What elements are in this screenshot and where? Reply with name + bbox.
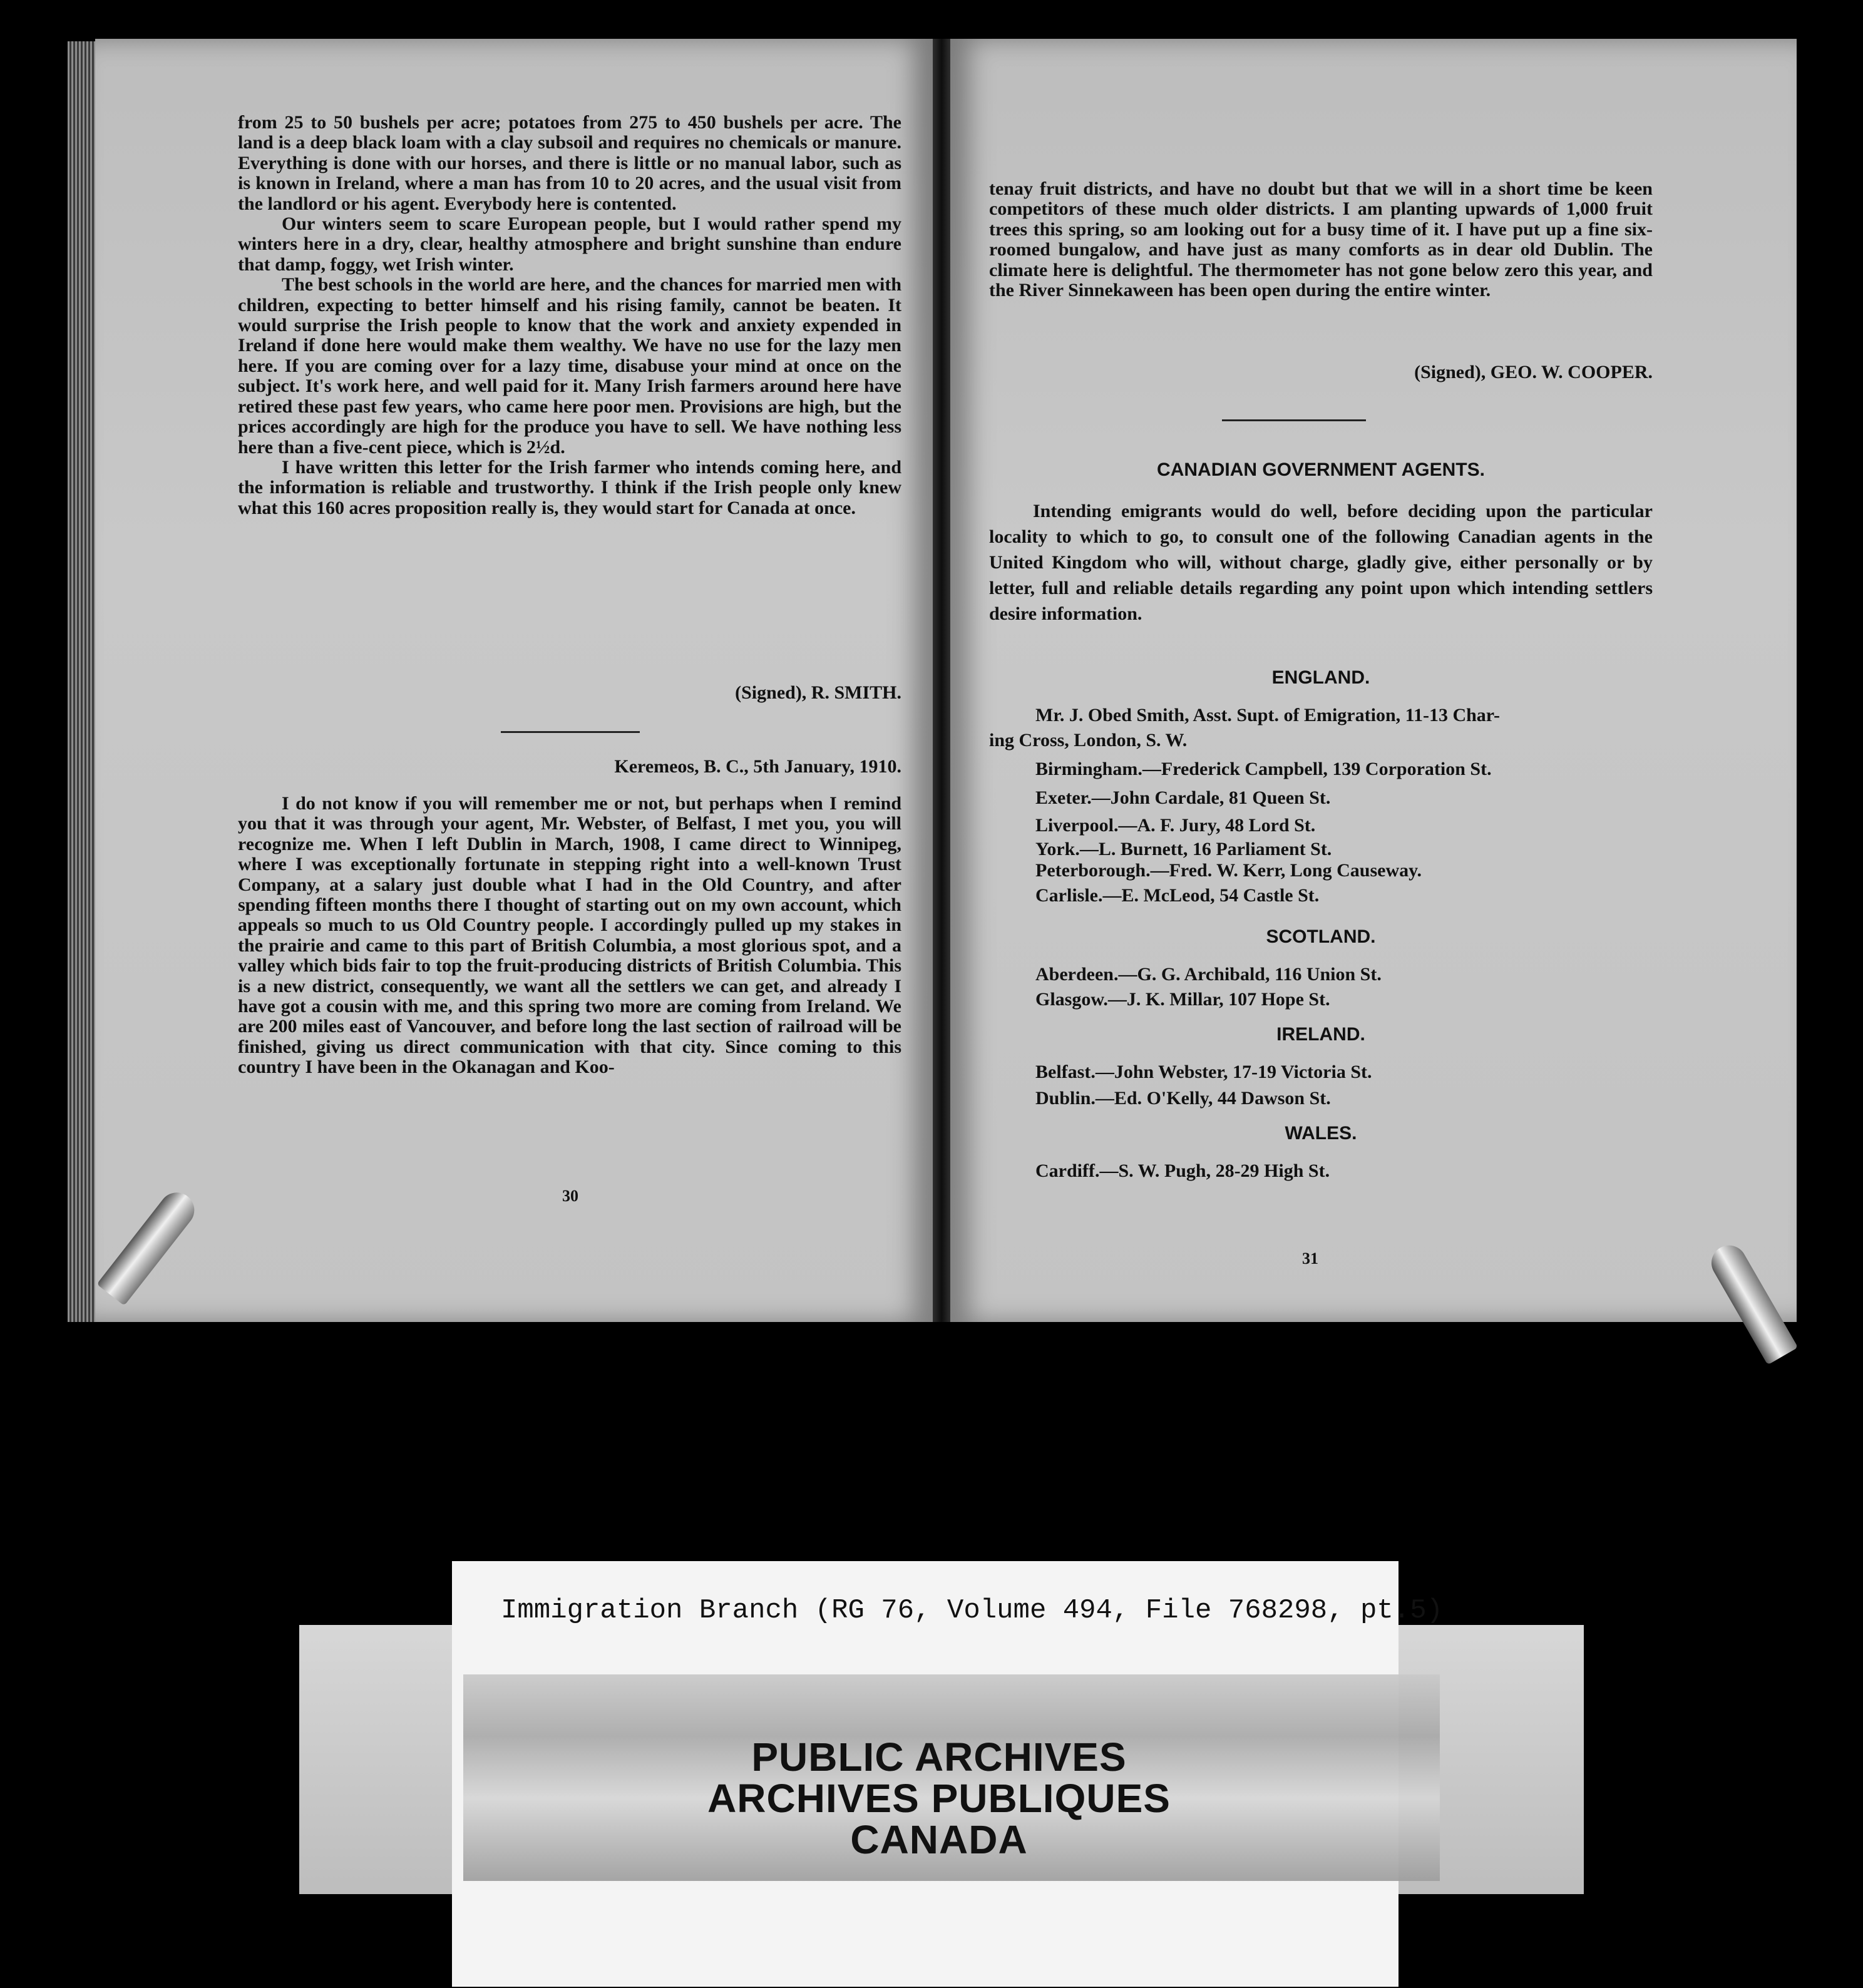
paragraph: tenay fruit districts, and have no doubt but that we will in a short time be keen competitors of these much older districts. I am planting upwards of 1,000 fruit trees this spring, so am looking out for a busy time of it. I have put up a fine six-roomed bungalow, and have just as many comforts as in dear old Dublin. The climate here is delightful. The thermometer has not gone below zero this year, and the River Sinnekaween has been open during the entire winter. (989, 178, 1653, 301)
archive-stamp-line: ARCHIVES PUBLIQUES (707, 1776, 1171, 1821)
paragraph: Intending emigrants would do well, before deciding upon the particular locality to which to go, to consult one of the following Canadian agents in the United Kingdom who will, without charge, gladly give, either personally or by letter, full and reliable details regarding any point upon which intending settlers desire information. (989, 501, 1653, 624)
agent-entry: Glasgow.—J. K. Millar, 107 Hope St. (1035, 989, 1330, 1010)
agent-entry: Birmingham.—Frederick Campbell, 139 Corporation St. (1035, 759, 1492, 779)
england-heading: ENGLAND. (1271, 667, 1370, 688)
card-tab-left (299, 1625, 462, 1894)
agent-entry: Liverpool.—A. F. Jury, 48 Lord St. (1035, 815, 1316, 836)
signature-geo-cooper: (Signed), GEO. W. COOPER. (1414, 362, 1653, 382)
agent-entry: Carlisle.—E. McLeod, 54 Castle St. (1035, 885, 1320, 906)
divider-rule (501, 731, 640, 733)
book-gutter (933, 39, 950, 1322)
ireland-heading: IRELAND. (1276, 1024, 1365, 1045)
paragraph: Our winters seem to scare European people, but I would rather spend my winters here in a dry, clear, healthy atmosphere and bright sunshine than endure that damp, foggy, wet Irish winter. (238, 213, 901, 275)
paragraph: from 25 to 50 bushels per acre; potatoes from 275 to 450 bushels per acre. The land is a deep black loam with a clay subsoil and requires no chemicals or manure. Everything is done with our horses, and there is little or no manual labor, such as is known in Ireland, where a man has from 10 to 20 acres, and the usual visit from the landlord or his agent. Everybody here is contented. (238, 112, 901, 214)
page-edges (68, 41, 96, 1322)
page-number-right: 31 (1302, 1249, 1318, 1268)
paragraph: I do not know if you will remember me or not, but perhaps when I remind you that it was through your agent, Mr. Webster, of Belfast, I met you, you will recognize me. When I left Dublin in March, 1908, I came direct to Winnipeg, where I was exceptionally fortunate in stepping right into a well-known Trust Company, at a salary just double what I had in the Old Country, and after spending fifteen months there I thought of starting out on my own account, which appeals so much to us Old Country people. I accordingly pulled up my stakes in the prairie and came to this part of British Columbia, a most glorious spot, and a valley which bids fair to top the fruit-producing districts of British Columbia. This is a new district, consequently, we want all the settlers we can get, and already I have got a cousin with me, and this spring two more are coming from Ireland. We are 200 miles east of Vancouver, and before long the last section of railroad will be finished, giving us direct communication with that city. Since coming to this country I have been in the Okanagan and Koo- (238, 793, 901, 1078)
agent-entry: Cardiff.—S. W. Pugh, 28-29 High St. (1035, 1161, 1330, 1181)
left-page-text (238, 113, 901, 518)
agents-intro (989, 498, 1653, 627)
agent-entry: Dublin.—Ed. O'Kelly, 44 Dawson St. (1035, 1088, 1331, 1109)
agent-entry: Peterborough.—Fred. W. Kerr, Long Causeway. (1035, 860, 1422, 881)
scotland-heading: SCOTLAND. (1266, 926, 1376, 947)
archive-stamp-line: CANADA (850, 1817, 1028, 1862)
agent-entry: ing Cross, London, S. W. (989, 730, 1188, 751)
paragraph: I have written this letter for the Irish farmer who intends coming here, and the information is reliable and trustworthy. I think if the Irish people only knew what this 160 acres proposition really is, they would start for Canada at once. (238, 456, 901, 518)
archive-stamp-line: PUBLIC ARCHIVES (751, 1734, 1127, 1780)
divider-rule (1222, 419, 1366, 421)
agent-entry: Mr. J. Obed Smith, Asst. Supt. of Emigration, 11-13 Char- (1035, 705, 1501, 725)
agents-heading: CANADIAN GOVERNMENT AGENTS. (1157, 459, 1485, 480)
agent-entry: Exeter.—John Cardale, 81 Queen St. (1035, 787, 1331, 808)
right-page-letter-end (989, 179, 1653, 300)
page-number-left: 30 (562, 1187, 578, 1205)
agent-entry: Aberdeen.—G. G. Archibald, 116 Union St. (1035, 964, 1382, 985)
archive-reference: Immigration Branch (RG 76, Volume 494, File 768298, pt.5) (501, 1595, 1444, 1626)
dateline: Keremeos, B. C., 5th January, 1910. (614, 756, 901, 777)
wales-heading: WALES. (1285, 1123, 1357, 1144)
agent-entry: York.—L. Burnett, 16 Parliament St. (1035, 839, 1332, 859)
left-page-letter (238, 794, 901, 1078)
paragraph: The best schools in the world are here, and the chances for married men with children, expecting to better himself and his rising family, cannot be beaten. It would surprise the Irish people to know that the work and anxiety expended in Ireland if done here would make them wealthy. We have no use for the lazy men here. If you are coming over for a lazy time, disabuse your mind at once on the subject. It's work here, and well paid for it. Many Irish farmers around here have retired these past few years, who came here poor men. Provisions are high, but the prices accordingly are high for the produce you have to sell. We have nothing less here than a five-cent piece, which is 2½d. (238, 274, 901, 458)
agent-entry: Belfast.—John Webster, 17-19 Victoria St. (1035, 1062, 1372, 1082)
signature-r-smith: (Signed), R. SMITH. (735, 682, 901, 703)
